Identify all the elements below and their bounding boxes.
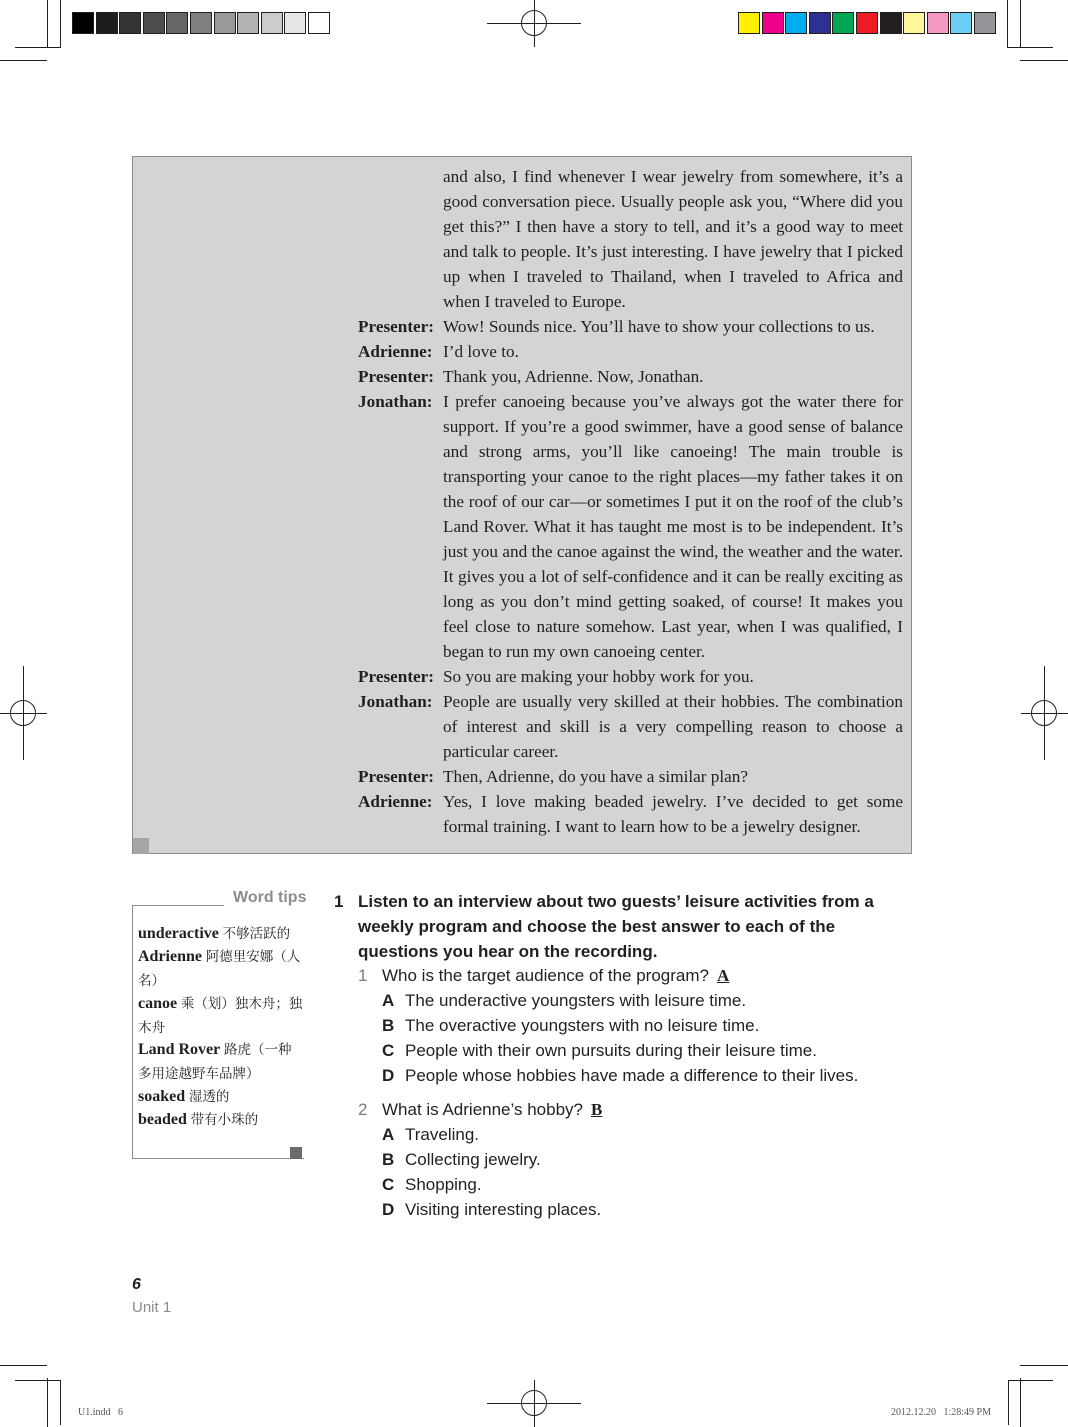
speaker-label: Adrienne: [358, 792, 433, 811]
dialogue-line: Then, Adrienne, do you have a similar plan? [443, 767, 748, 786]
corner-marker [133, 838, 149, 854]
option-text: Visiting interesting places. [405, 1200, 602, 1219]
process-swatch [856, 12, 878, 34]
word-tip-entry: Adrienne 阿德里安娜（人名） [138, 948, 301, 988]
process-swatch [950, 12, 972, 34]
gray-swatch [119, 12, 141, 34]
process-swatch [903, 12, 925, 34]
option-letter: B [382, 1016, 395, 1035]
dialogue-line: Thank you, Adrienne. Now, Jonathan. [443, 367, 704, 386]
option-text: The overactive youngsters with no leisure time. [405, 1016, 760, 1035]
process-swatch [809, 12, 831, 34]
dialogue-line: I prefer canoeing because you’ve always got the water there for support. If you’re a good swimmer, have a good sense of balance and strong arms, you’ll like canoeing! The main trouble is transporting your canoe to the right places—my father takes it on the roof of our car—or sometimes I put it on the roof of the club’s Land Rover. What it has taught me most is to be independent. It’s just you and the canoe against the wind, the weather and the water. It gives you a lot of self-confidence and it can be really exciting as long as you don’t mind getting soaked, of course! It makes you feel close to nature somehow. Last year, when I was qualified, I began to run my own canoeing center. [443, 392, 903, 661]
option-letter: D [382, 1200, 395, 1219]
slug-filename: U1.indd 6 [78, 1407, 123, 1418]
process-swatch [785, 12, 807, 34]
word-tip-entry: canoe 乘（划）独木舟；独木舟 [138, 995, 303, 1035]
process-swatch [832, 12, 854, 34]
option-text: People whose hobbies have made a difference to their lives. [405, 1066, 859, 1085]
process-swatch [738, 12, 760, 34]
option-text: People with their own pursuits during their leisure time. [405, 1041, 817, 1060]
gray-swatch [72, 12, 94, 34]
word-tip-entry: Land Rover 路虎（一种多用途越野车品牌） [138, 1041, 292, 1081]
option-letter: C [382, 1041, 395, 1060]
gray-swatch [261, 12, 283, 34]
word-tip-entry: underactive 不够活跃的 [138, 925, 291, 942]
process-swatch [927, 12, 949, 34]
dialogue-continuation: and also, I find whenever I wear jewelry from somewhere, it’s a good conversation piece. Usually people ask you, “Where did you get this?” I then have a story to tell, and it’s a good way to meet and talk to people. It’s just interesting. I have jewelry that I picked up when I traveled to Thailand, when I traveled to Africa and when I traveled to Europe. [443, 167, 903, 311]
process-swatch [880, 12, 902, 34]
dialogue-line: So you are making your hobby work for you. [443, 667, 754, 686]
page-number: 6 [132, 1276, 141, 1293]
answer-key: B [590, 1100, 603, 1119]
corner-marker [290, 1147, 302, 1159]
option-text: Shopping. [405, 1175, 482, 1194]
option-text: The underactive youngsters with leisure time. [405, 991, 747, 1010]
gray-swatch [143, 12, 165, 34]
speaker-label: Presenter: [358, 667, 435, 686]
exercise-number: 1 [334, 892, 344, 911]
option-letter: B [382, 1150, 395, 1169]
option-letter: A [382, 991, 395, 1010]
speaker-label: Presenter: [358, 767, 435, 786]
speaker-label: Jonathan: [358, 392, 433, 411]
gray-swatch [166, 12, 188, 34]
word-tips-rule [132, 905, 224, 906]
word-tip-entry: soaked 湿透的 [138, 1088, 230, 1105]
process-swatch [974, 12, 996, 34]
dialogue-line: People are usually very skilled at their hobbies. The combination of interest and skill is a very compelling reason to choose a particular career. [443, 692, 903, 761]
speaker-label: Presenter: [358, 317, 435, 336]
option-letter: C [382, 1175, 395, 1194]
question-number: 2 [358, 1100, 368, 1119]
answer-key: A [716, 966, 730, 985]
dialogue-line: Wow! Sounds nice. You’ll have to show your collections to us. [443, 317, 875, 336]
question-text: Who is the target audience of the program? A [382, 966, 730, 985]
speaker-label: Adrienne: [358, 342, 433, 361]
gray-swatch [96, 12, 118, 34]
question-number: 1 [358, 966, 368, 985]
gray-swatch [237, 12, 259, 34]
dialogue-line: Yes, I love making beaded jewelry. I’ve decided to get some formal training. I want to learn how to be a jewelry designer. [443, 792, 903, 836]
dialogue-line: I’d love to. [443, 342, 519, 361]
option-letter: D [382, 1066, 395, 1085]
option-letter: A [382, 1125, 395, 1144]
gray-swatch [308, 12, 330, 34]
slug-timestamp: 2012.12.20 1:28:49 PM [891, 1407, 992, 1418]
exercise-instruction: Listen to an interview about two guests’ leisure activities from a weekly program and choose the best answer to each of the questions you hear on the recording. [358, 892, 874, 961]
speaker-label: Presenter: [358, 367, 435, 386]
process-swatch [762, 12, 784, 34]
question-text: What is Adrienne’s hobby? B [382, 1100, 603, 1119]
unit-label: Unit 1 [132, 1299, 172, 1316]
option-text: Collecting jewelry. [405, 1150, 541, 1169]
gray-swatch [284, 12, 306, 34]
word-tips-title: Word tips [233, 889, 307, 906]
speaker-label: Jonathan: [358, 692, 433, 711]
option-text: Traveling. [405, 1125, 480, 1144]
word-tip-entry: beaded 带有小珠的 [138, 1111, 259, 1128]
gray-swatch [190, 12, 212, 34]
gray-swatch [214, 12, 236, 34]
